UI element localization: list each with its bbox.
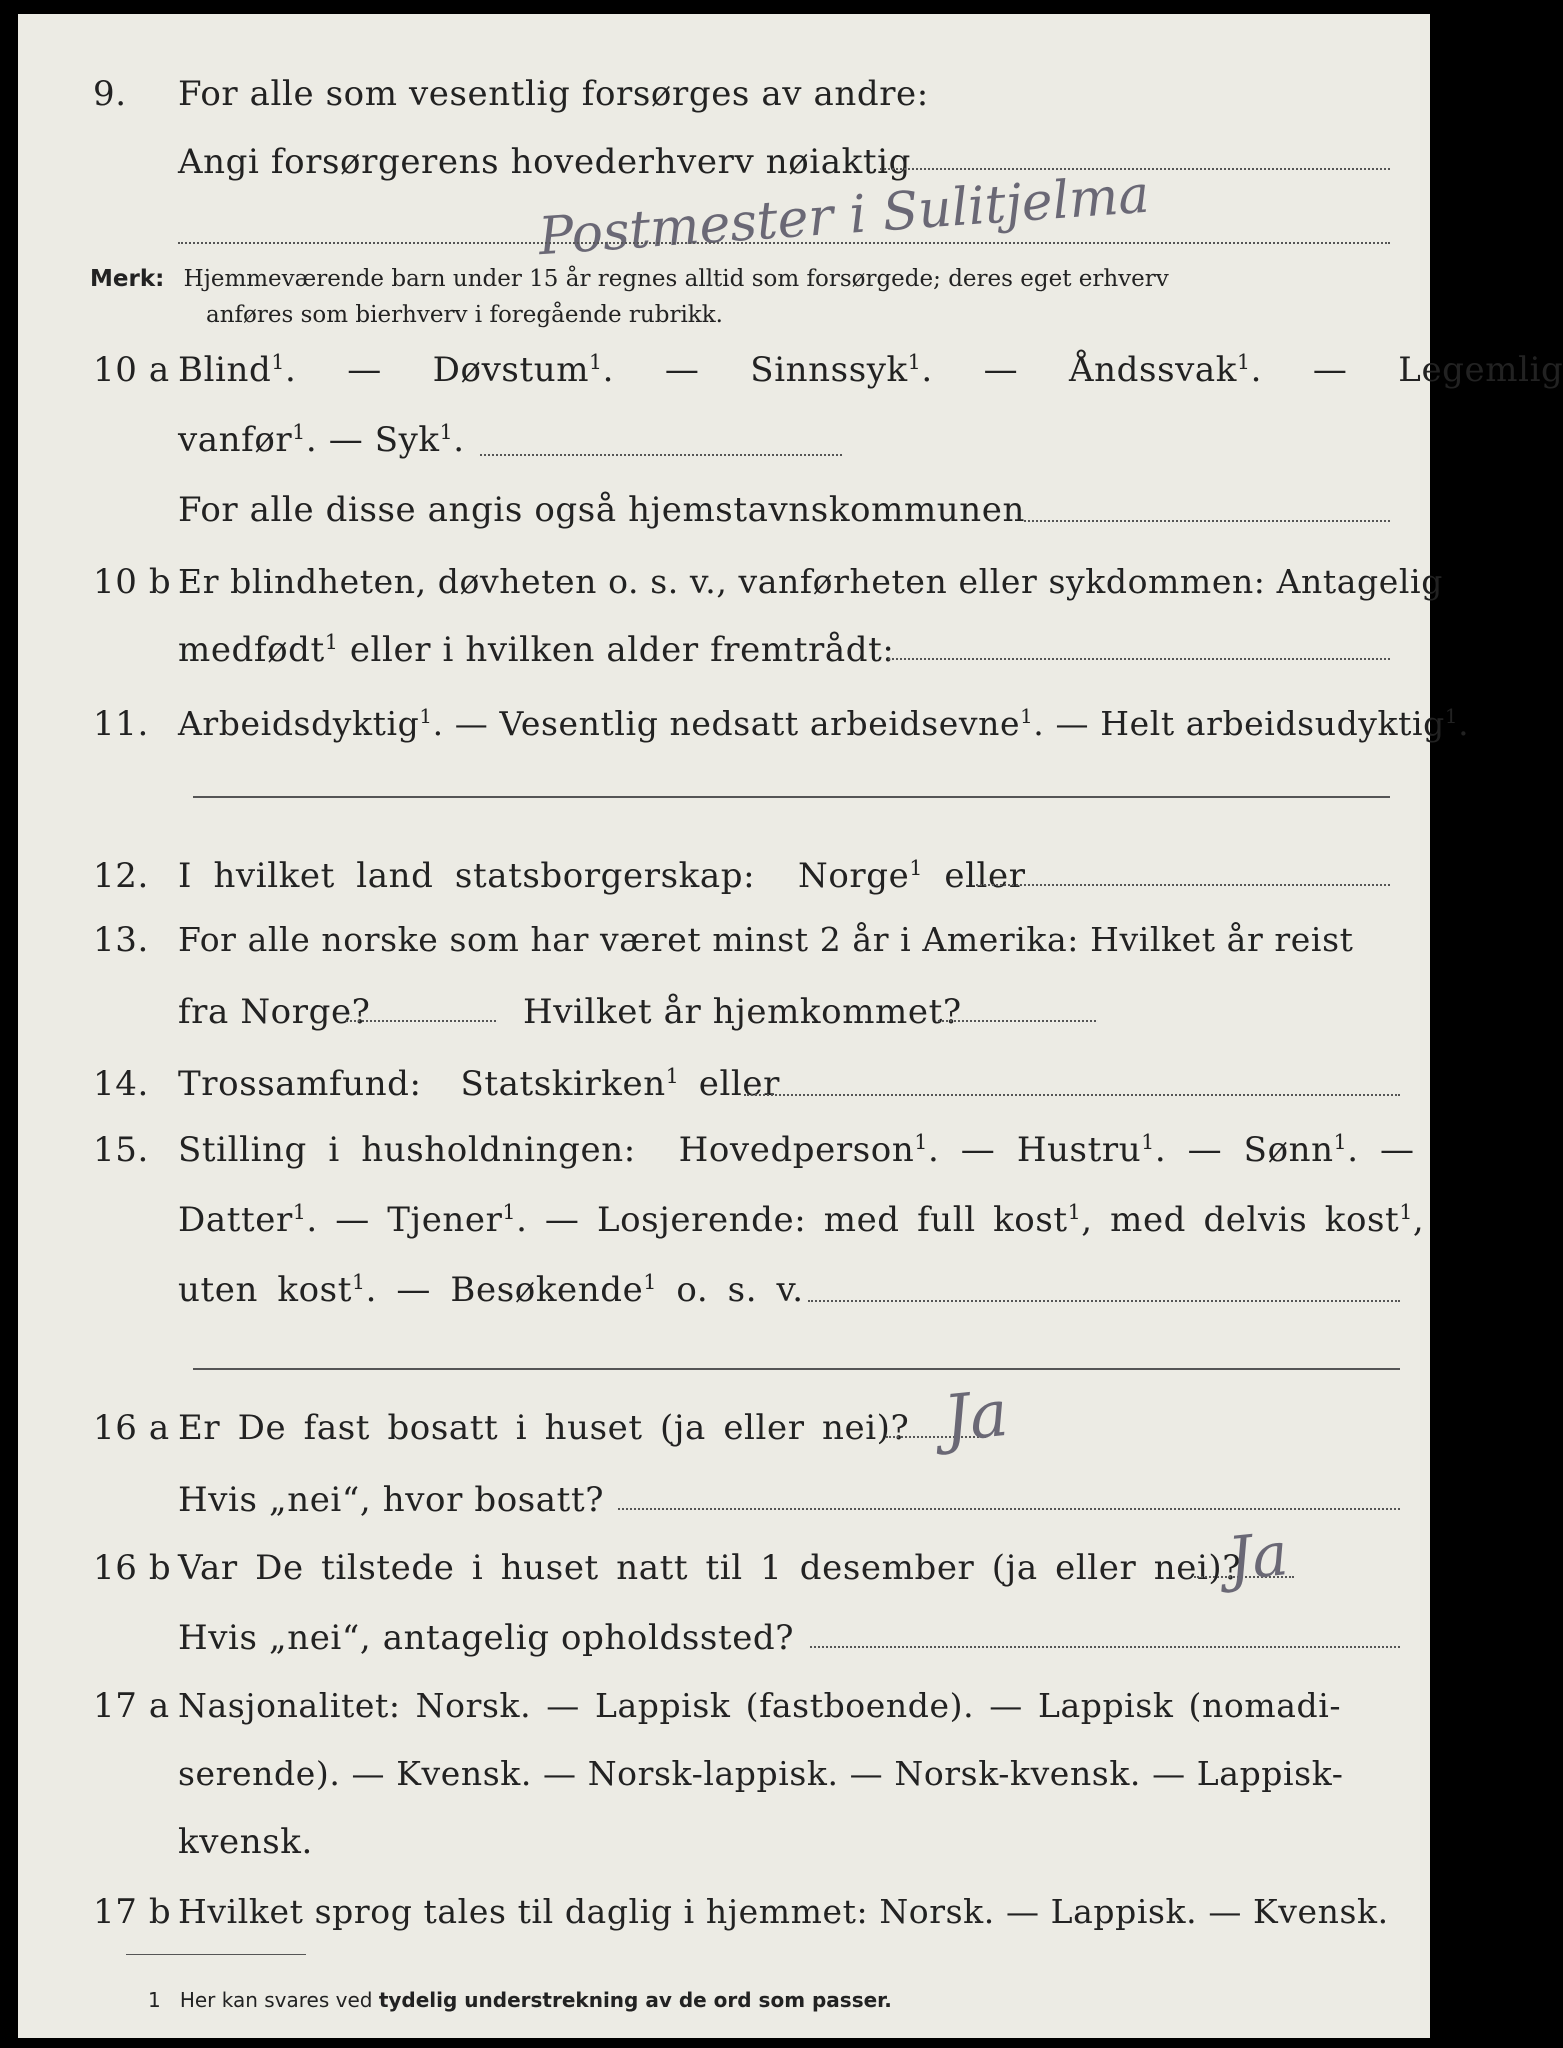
option-udyktig: Helt arbeidsudyktig [1100,704,1445,743]
handwritten-answer: Ja [940,1376,1012,1458]
option-statskirken: Statskirken [460,1064,666,1104]
answer-line [976,884,1390,886]
answer-line [888,658,1390,660]
footnote-rule [126,1954,306,1955]
question-number: 16 b [93,1548,172,1588]
question-text: Nasjonalitet: Norsk. — Lappisk (fastboende). — Lappisk (nomadi- [178,1686,1342,1725]
option-medfodt: medfødt [178,630,325,670]
option-sonn: Sønn [1243,1130,1334,1170]
question-text: For alle disse angis også hjemstavnskommunen [178,490,1025,530]
note [90,262,1169,296]
question-text: Er blindheten, døvheten o. s. v., vanførheten eller sykdommen: Antagelig [178,562,1443,601]
footnote [148,1988,892,2012]
footnote-text: Her kan svares ved [179,1988,373,2012]
option-arbeidsdyktig: Arbeidsdyktig [178,704,420,743]
option-full-kost: med full kost [823,1200,1068,1240]
question-text: I hvilket land statsborgerskap: [178,856,756,896]
option-uten-kost: uten kost [178,1270,352,1310]
question-text: Var De tilstede i huset natt til 1 desember (ja eller nei)? [178,1548,1242,1588]
question-number: 12. [93,856,149,896]
question-text: kvensk. [178,1822,313,1862]
census-form-page: 9. For alle som vesentlig forsørges av andre: Angi forsørgerens hovederhverv nøiaktig Postmester i Sulitjelma Merk: Hjemmeværende barn under 15 år regnes alltid som forsørgede; deres eget erhverv anføres som bierhverv i foregående rubrikk. 10 a Blind$^1$. — Døvstum$^1$. — Sinnssyk$^1$. — Åndssvak$^1$. — Legemlig vanfør$^1$. — Syk$^1$. For alle disse angis også hjemstavnskommunen 10 b Er blindheten, døvheten o. s. v., vanførheten eller sykdommen: Antagelig medfødt$^1$ eller i hvilken alder fremtrådt: 11. Arbeidsdyktig$^1$. — Vesentlig nedsatt arbeidsevne$^1$. — Helt arbeidsudyktig$^1$. 12. I hvilket land statsborgerskap: Norge$^1$ eller 13. For alle norske som har været minst 2 år i Amerika: Hvilket år reist fra Norge? Hvilket år hjemkommet? 14. Trossamfund: Statskirken$^1$ eller 15. Stilling i husholdningen: Hovedperson$^1$. — Hustru$^1$. — Sønn$^1$. — Datter$^1$. — Tjener$^1$. — Losjerende: med full kost$^1$, med delvis kost$^1$, uten kost$^1$. — Besøkende$^1$ o. s. v. 16 a Er De fast bosatt i huset (ja eller nei)? Ja Hvis „nei“, hvor bosatt? 16 b Var De tilstede i huset natt til 1 desember (ja eller nei)? Ja Hvis „nei“, antagelig opholdssted? 17 a Nasjonalitet: Norsk. — Lappisk (fastboende). — Lappisk (nomadi- serende). — Kvensk. — Norsk-lappisk. — Norsk-kvensk. — Lappisk- kvensk. 17 b Hvilket sprog tales til daglig i hjemmet: Norsk. — Lappisk. — Kvensk. 1 Her kan svares ved tydelig understrekning av de ord som passer. [18,14,1430,2038]
note-text: Hjemmeværende barn under 15 år regnes alltid som forsørgede; deres eget erhverv [183,266,1169,292]
option-nedsatt: Vesentlig nedsatt arbeidsevne [499,704,1021,743]
option-andssvak: Åndssvak [1069,350,1238,390]
handwritten-answer: Postmester i Sulitjelma [536,164,1152,268]
answer-line [618,1508,1400,1510]
option-besokende: Besøkende [450,1270,644,1310]
answer-line [346,1020,496,1022]
answer-line [1024,520,1390,522]
answer-line [178,242,1390,244]
question-number: 17 a [93,1686,170,1726]
footnote-text-bold: tydelig understrekning av de ord som passer. [378,1988,892,2012]
question-number: 17 b [93,1892,172,1932]
question-text: Er De fast bosatt i huset (ja eller nei)? [178,1408,910,1448]
question-text: Angi forsørgerens hovederhverv nøiaktig [178,142,911,182]
handwritten-answer: Ja [1224,1519,1292,1595]
option-dovstum: Døvstum [432,350,590,390]
answer-line [193,1368,1400,1370]
question-text: Hvilket år hjemkommet? [523,992,962,1032]
question-text: Hvis „nei“, hvor bosatt? [178,1480,605,1520]
question-number: 11. [93,704,149,744]
option-hustru: Hustru [1016,1130,1142,1170]
question-number: 13. [93,920,149,960]
question-number: 10 b [93,562,172,602]
question-text: Trossamfund: [178,1064,422,1104]
question-text: Hvis „nei“, antagelig opholdssted? [178,1618,795,1658]
option-legemlig: Legemlig [1398,350,1563,390]
option-blind: Blind [178,350,272,390]
answer-line [938,1020,1096,1022]
question-text: Stilling i husholdningen: [178,1130,636,1170]
question-number: 10 a [93,350,170,390]
question-text: For alle norske som har været minst 2 år i Amerika: Hvilket år reist [178,920,1354,959]
question-number: 15. [93,1130,149,1170]
question-text: serende). — Kvensk. — Norsk-lappisk. — Norsk-kvensk. — Lappisk- [178,1754,1344,1793]
question-text: eller i hvilken alder fremtrådt: [349,630,895,670]
option-tjener: Tjener [387,1200,503,1240]
question-text: For alle som vesentlig forsørges av andre: [178,74,929,114]
note-label: Merk: [90,266,165,292]
answer-line [808,1300,1400,1302]
option-vanfor: vanfør [178,420,293,460]
option-delvis-kost: med delvis kost [1110,1200,1400,1240]
option-syk: Syk [374,420,440,460]
option-hovedperson: Hovedperson [678,1130,915,1170]
question-number: 14. [93,1064,149,1104]
answer-line [193,796,1390,798]
question-text: fra Norge? [178,992,371,1032]
answer-line [480,454,842,456]
note-line-2: anføres som bierhverv i foregående rubrikk. [206,302,723,328]
footnote-mark: 1 [148,1988,161,2012]
question-number: 9. [93,74,127,114]
question-number: 16 a [93,1408,170,1448]
question-text: Hvilket sprog tales til daglig i hjemmet: Norsk. — Lappisk. — Kvensk. [178,1892,1389,1931]
answer-line [744,1094,1400,1096]
option-sinnssyk: Sinnssyk [750,350,908,390]
answer-line [810,1646,1400,1648]
option-datter: Datter [178,1200,293,1240]
option-norge: Norge [798,856,910,896]
